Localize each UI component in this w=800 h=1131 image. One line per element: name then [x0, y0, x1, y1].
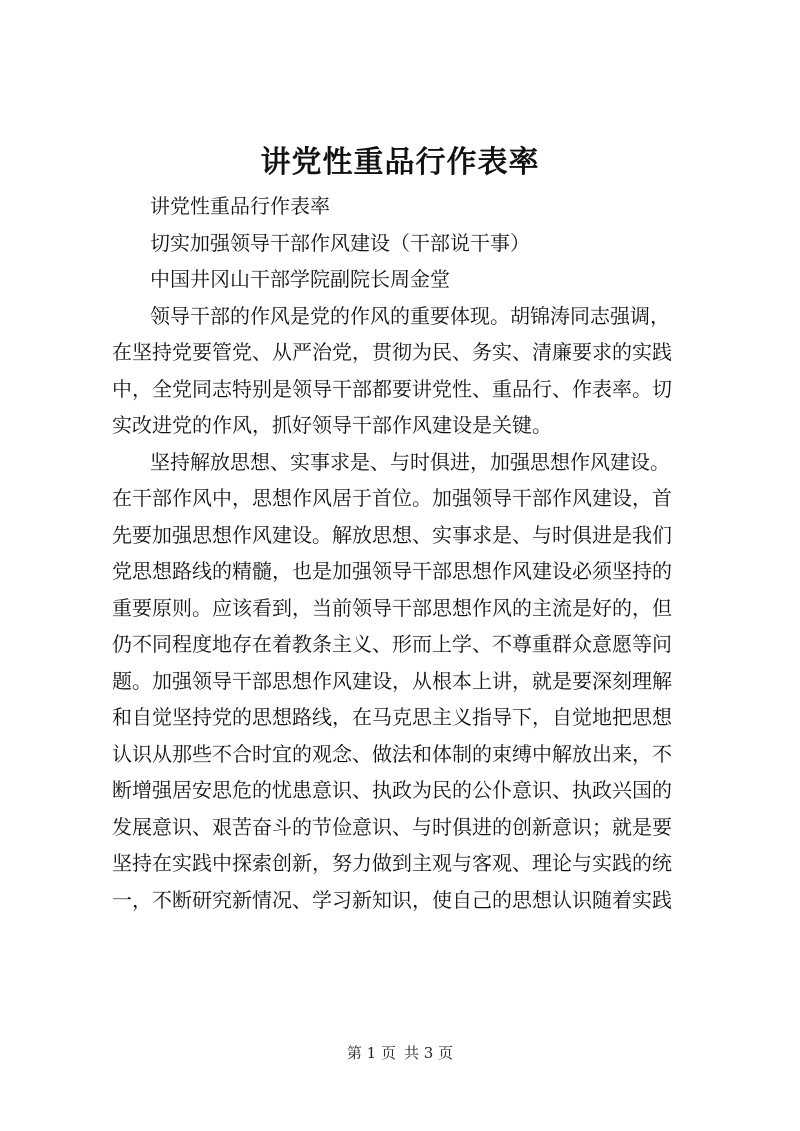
- paragraph-line: 断增强居安思危的忧患意识、执政为民的公仆意识、执政兴国的: [112, 778, 672, 802]
- header-line-subtitle: 切实加强领导干部作风建设（干部说干事）: [150, 230, 530, 255]
- paragraph-line: 先要加强思想作风建设。解放思想、实事求是、与时俱进是我们: [112, 522, 672, 547]
- document-body: [112, 188, 712, 918]
- paragraph-line: 发展意识、艰苦奋斗的节俭意识、与时俱进的创新意识；就是要: [112, 814, 672, 839]
- paragraph-2: [112, 444, 712, 919]
- paragraph-line: 在干部作风中，思想作风居于首位。加强领导干部作风建设，首: [112, 486, 672, 510]
- page-number: 第 1 页: [346, 1044, 396, 1062]
- paragraph-1: [112, 298, 712, 444]
- paragraph-line: 重要原则。应该看到，当前领导干部思想作风的主流是好的，但: [112, 595, 672, 620]
- paragraph-line: 和自觉坚持党的思想路线，在马克思主义指导下，自觉地把思想: [112, 705, 672, 729]
- paragraph-line: 领导干部的作风是党的作风的重要体现。胡锦涛同志强调，: [150, 303, 670, 328]
- header-line-author: 中国井冈山干部学院副院长周金堂: [150, 267, 450, 291]
- paragraph-line: 实改进党的作风，抓好领导干部作风建设是关键。: [112, 413, 552, 437]
- header-line-title: 讲党性重品行作表率: [150, 194, 330, 218]
- document-title: 讲党性重品行作表率: [260, 145, 540, 180]
- paragraph-line: 中，全党同志特别是领导干部都要讲党性、重品行、作表率。切: [112, 376, 672, 401]
- paragraph-line: 仍不同程度地存在着教条主义、形而上学、不尊重群众意愿等问: [112, 632, 672, 656]
- page-footer: [0, 1043, 800, 1063]
- paragraph-line: 坚持在实践中探索创新，努力做到主观与客观、理论与实践的统: [112, 851, 672, 875]
- page-total: 共 3 页: [404, 1044, 454, 1062]
- paragraph-line: 题。加强领导干部思想作风建设，从根本上讲，就是要深刻理解: [112, 668, 672, 693]
- paragraph-line: 党思想路线的精髓，也是加强领导干部思想作风建设必须坚持的: [112, 559, 672, 583]
- paragraph-line: 在坚持党要管党、从严治党，贯彻为民、务实、清廉要求的实践: [112, 340, 672, 364]
- paragraph-line: 坚持解放思想、实事求是、与时俱进，加强思想作风建设。: [150, 449, 670, 474]
- paragraph-line: 一，不断研究新情况、学习新知识，使自己的思想认识随着实践: [112, 887, 672, 912]
- paragraph-line: 认识从那些不合时宜的观念、做法和体制的束缚中解放出来，不: [112, 741, 672, 766]
